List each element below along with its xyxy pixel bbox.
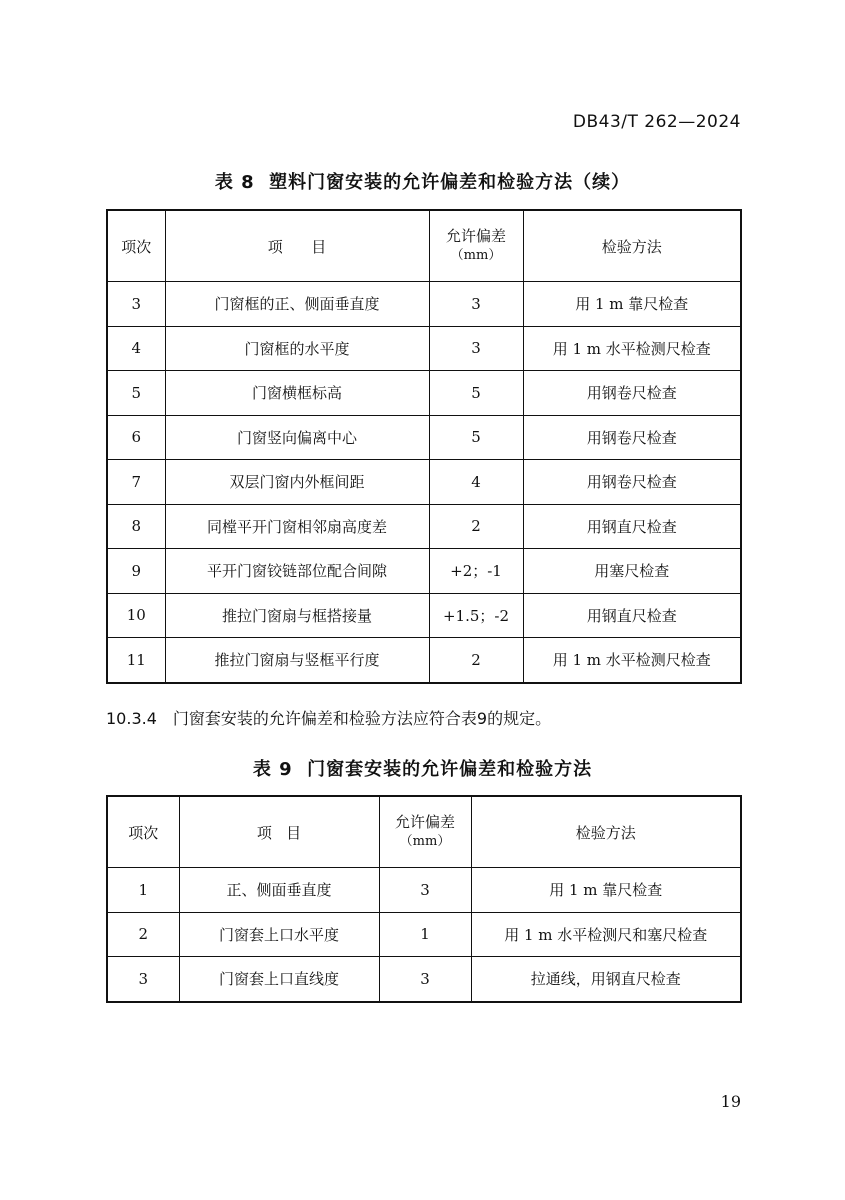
header-method: 检验方法 [523,210,741,282]
cell-seq: 7 [107,460,165,505]
cell-tolerance: 5 [429,371,523,416]
table-row [107,326,741,371]
clause-10-3-4 [106,706,551,729]
cell-item: 正、侧面垂直度 [179,868,379,913]
cell-tolerance: +1.5；-2 [429,593,523,638]
cell-item: 门窗横框标高 [165,371,429,416]
cell-method: 拉通线，用钢直尺检查 [471,957,741,1002]
cell-tolerance: 3 [429,282,523,327]
table-row [107,912,741,957]
header-seq: 项次 [107,210,165,282]
cell-method: 用塞尺检查 [523,549,741,594]
table-row [107,549,741,594]
table9-caption: 表 9 门窗套安装的允许偏差和检验方法 [252,759,593,780]
header-tolerance-label: 允许偏差 [445,226,506,245]
table9 [106,795,742,1003]
header-tolerance-unit: （mm） [399,834,451,850]
cell-tolerance: +2；-1 [429,549,523,594]
cell-method: 用钢直尺检查 [523,593,741,638]
clause-number: 10.3.4 [106,709,157,728]
header-tolerance-unit: （mm） [450,248,502,264]
cell-tolerance: 5 [429,415,523,460]
cell-method: 用 1 m 水平检测尺检查 [523,326,741,371]
cell-method: 用 1 m 水平检测尺和塞尺检查 [471,912,741,957]
cell-seq: 10 [107,593,165,638]
table-row [107,638,741,683]
cell-seq: 1 [107,868,179,913]
cell-method: 用钢卷尺检查 [523,415,741,460]
cell-seq: 3 [107,282,165,327]
cell-method: 用 1 m 靠尺检查 [471,868,741,913]
cell-seq: 11 [107,638,165,683]
cell-method: 用钢卷尺检查 [523,371,741,416]
cell-tolerance: 3 [429,326,523,371]
cell-item: 推拉门窗扇与框搭接量 [165,593,429,638]
cell-method: 用钢直尺检查 [523,504,741,549]
cell-item: 平开门窗铰链部位配合间隙 [165,549,429,594]
table-row [107,593,741,638]
document-code: DB43/T 262—2024 [572,112,741,132]
header-tolerance [379,796,471,868]
cell-seq: 3 [107,957,179,1002]
cell-seq: 2 [107,912,179,957]
cell-seq: 5 [107,371,165,416]
table8-header-row [107,210,741,282]
header-tolerance [429,210,523,282]
cell-tolerance: 3 [379,868,471,913]
cell-item: 推拉门窗扇与竖框平行度 [165,638,429,683]
cell-seq: 4 [107,326,165,371]
cell-seq: 8 [107,504,165,549]
table-row [107,282,741,327]
table-row [107,371,741,416]
table8-caption: 表 8 塑料门窗安装的允许偏差和检验方法（续） [214,172,631,193]
cell-tolerance: 2 [429,638,523,683]
cell-item: 门窗套上口水平度 [179,912,379,957]
cell-method: 用 1 m 水平检测尺检查 [523,638,741,683]
header-tolerance-label: 允许偏差 [394,812,455,831]
header-item: 项 目 [165,210,429,282]
header-seq: 项次 [107,796,179,868]
cell-item: 门窗框的正、侧面垂直度 [165,282,429,327]
cell-item: 门窗套上口直线度 [179,957,379,1002]
table-row [107,504,741,549]
table-row [107,868,741,913]
cell-method: 用钢卷尺检查 [523,460,741,505]
cell-item: 双层门窗内外框间距 [165,460,429,505]
table-row [107,957,741,1002]
table8 [106,209,742,684]
header-item: 项 目 [179,796,379,868]
cell-method: 用 1 m 靠尺检查 [523,282,741,327]
header-method: 检验方法 [471,796,741,868]
page-number: 19 [720,1092,741,1111]
cell-seq: 9 [107,549,165,594]
table-row [107,460,741,505]
cell-item: 门窗框的水平度 [165,326,429,371]
cell-tolerance: 3 [379,957,471,1002]
cell-item: 门窗竖向偏离中心 [165,415,429,460]
clause-text: 门窗套安装的允许偏差和检验方法应符合表9的规定。 [172,709,552,728]
cell-seq: 6 [107,415,165,460]
cell-tolerance: 4 [429,460,523,505]
cell-tolerance: 2 [429,504,523,549]
cell-tolerance: 1 [379,912,471,957]
cell-item: 同樘平开门窗相邻扇高度差 [165,504,429,549]
table9-header-row [107,796,741,868]
table-row [107,415,741,460]
